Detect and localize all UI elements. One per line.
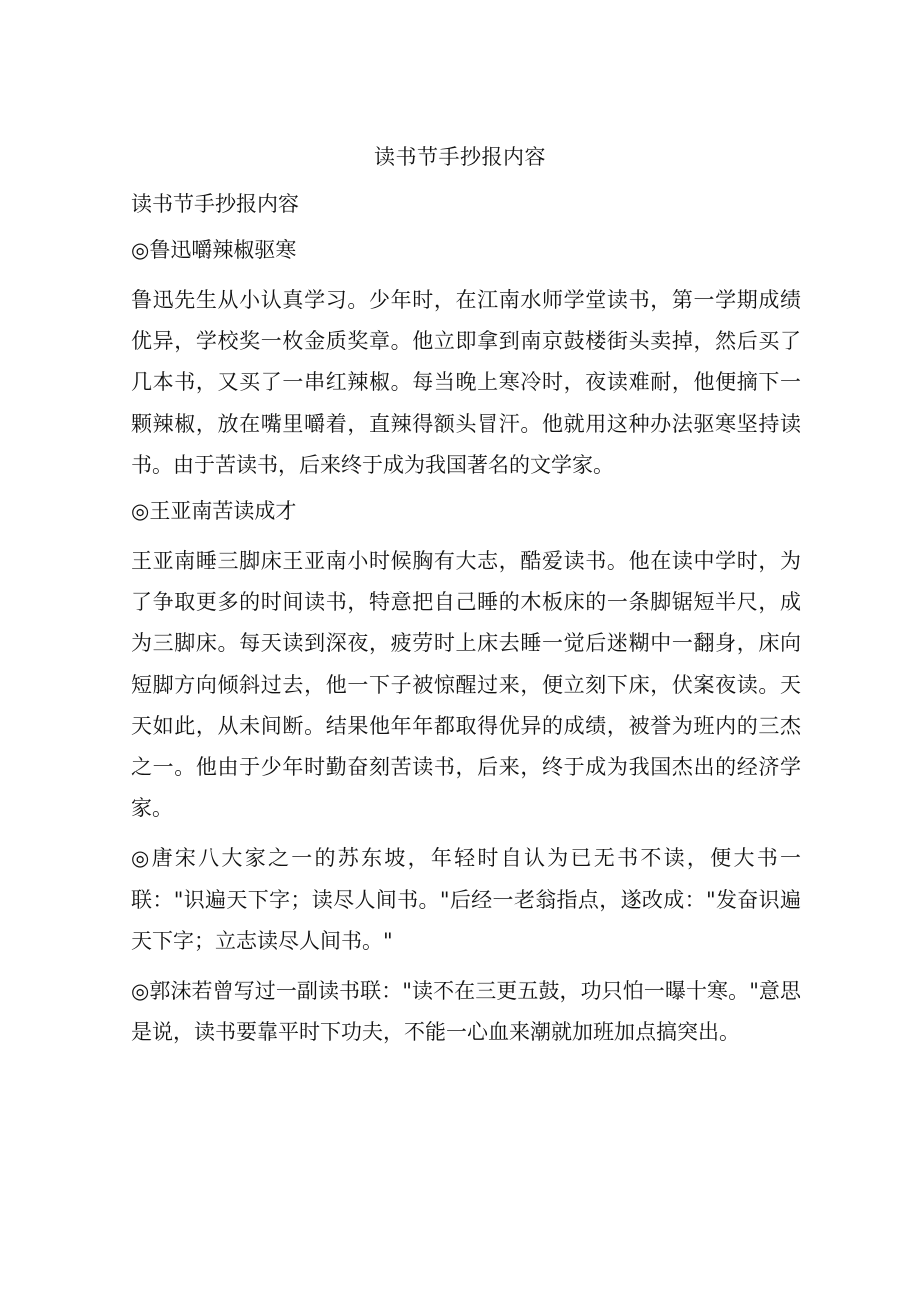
story-paragraph-su-dongpo: ◎唐宋八大家之一的苏东坡，年轻时自认为已无书不读，便大书一联："识遍天下字；读尽人间书。"后经一老翁指点，遂改成："发奋识遍天下字；立志读尽人间书。" (131, 846, 801, 953)
section-title: 读书节手抄报内容 (131, 192, 299, 216)
story-paragraph-guo-moruo: ◎郭沫若曾写过一副读书联："读不在三更五鼓，功只怕一曝十寒。"意思是说，读书要靠平时下功夫，不能一心血来潮就加班加点搞突出。 (131, 979, 801, 1045)
page-title: 读书节手抄报内容 (374, 145, 546, 169)
document-body (131, 188, 801, 1062)
story-paragraph-wang-yanan: 王亚南睡三脚床王亚南小时候胸有大志，酷爱读书。他在读中学时，为了争取更多的时间读书，特意把自己睡的木板床的一条脚锯短半尺，成为三脚床。每天读到深夜，疲劳时上床去睡一觉后迷糊中一翻身，床向短脚方向倾斜过去，他一下子被惊醒过来，便立刻下床，伏案夜读。天天如此，从未间断。结果他年年都取得优异的成绩，被誉为班内的三杰之一。他由于少年时勤奋刻苦读书，后来，终于成为我国杰出的经济学家。 (131, 549, 801, 821)
story-heading-wang-yanan: ◎王亚南苦读成才 (131, 499, 297, 524)
story-heading-lu-xun: ◎鲁迅嚼辣椒驱寒 (131, 238, 297, 262)
story-paragraph-lu-xun: 鲁迅先生从小认真学习。少年时，在江南水师学堂读书，第一学期成绩优异，学校奖一枚金质奖章。他立即拿到南京鼓楼街头卖掉，然后买了几本书，又买了一串红辣椒。每当晚上寒冷时，夜读难耐，他便摘下一颗辣椒，放在嘴里嚼着，直辣得额头冒汗。他就用这种办法驱寒坚持读书。由于苦读书，后来终于成为我国著名的文学家。 (131, 288, 801, 477)
